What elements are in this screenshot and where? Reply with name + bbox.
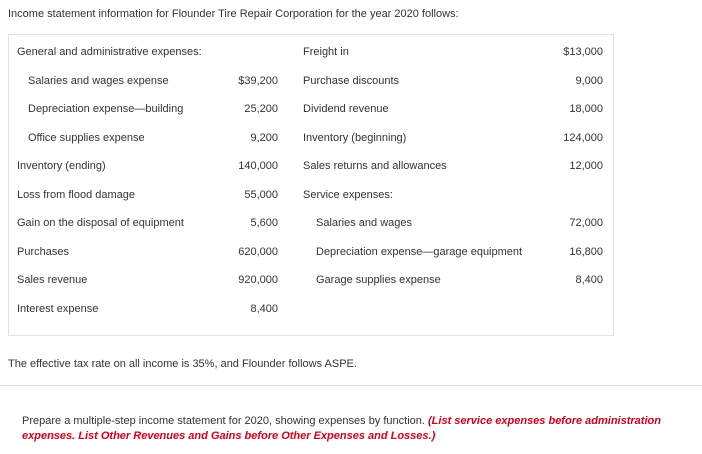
right-label: Sales returns and allowances	[303, 160, 447, 172]
left-value: 55,000	[244, 189, 278, 201]
left-value: 620,000	[238, 246, 278, 258]
left-label: Gain on the disposal of equipment	[17, 217, 184, 229]
left-value: 8,400	[250, 303, 278, 315]
left-label: Sales revenue	[17, 274, 88, 286]
right-label: Dividend revenue	[303, 103, 389, 115]
right-value: 72,000	[569, 217, 603, 229]
right-value: 16,800	[569, 246, 603, 258]
left-value: 9,200	[250, 132, 278, 144]
right-label: Freight in	[303, 46, 349, 58]
tax-rate-note: The effective tax rate on all income is 35%, and Flounder follows ASPE.	[8, 358, 357, 370]
data-table-panel	[8, 34, 614, 336]
right-value: 12,000	[569, 160, 603, 172]
left-label: Salaries and wages expense	[28, 75, 169, 87]
right-value: 18,000	[569, 103, 603, 115]
right-label: Purchase discounts	[303, 75, 399, 87]
instruction-text	[22, 414, 682, 444]
right-value: $13,000	[563, 46, 603, 58]
left-value: 920,000	[238, 274, 278, 286]
left-label: Purchases	[17, 246, 69, 258]
problem-intro: Income statement information for Flounder Tire Repair Corporation for the year 2020 follows:	[8, 8, 459, 20]
right-label: Depreciation expense—garage equipment	[316, 246, 523, 258]
instruction-main: Prepare a multiple-step income statement for 2020, showing expenses by function.	[22, 415, 425, 427]
left-label: Inventory (ending)	[17, 160, 106, 172]
right-label: Service expenses:	[303, 189, 393, 201]
instruction-hint: (List service expenses before administration expenses. List Other Revenues and Gains before Other Expenses and Losses.)	[22, 415, 661, 442]
left-label: Loss from flood damage	[17, 189, 136, 201]
left-label: Interest expense	[17, 303, 99, 315]
right-label: Salaries and wages	[316, 217, 413, 229]
left-label: General and administrative expenses:	[17, 46, 202, 58]
left-value: 5,600	[250, 217, 278, 229]
left-label: Depreciation expense—building	[28, 103, 184, 115]
left-value: $39,200	[238, 75, 278, 87]
section-divider	[0, 385, 702, 386]
left-label: Office supplies expense	[28, 132, 145, 144]
left-value: 140,000	[238, 160, 278, 172]
right-label: Garage supplies expense	[316, 274, 441, 286]
right-value: 8,400	[575, 274, 603, 286]
left-value: 25,200	[244, 103, 278, 115]
right-value: 124,000	[563, 132, 603, 144]
right-value: 9,000	[575, 75, 603, 87]
right-label: Inventory (beginning)	[303, 132, 407, 144]
